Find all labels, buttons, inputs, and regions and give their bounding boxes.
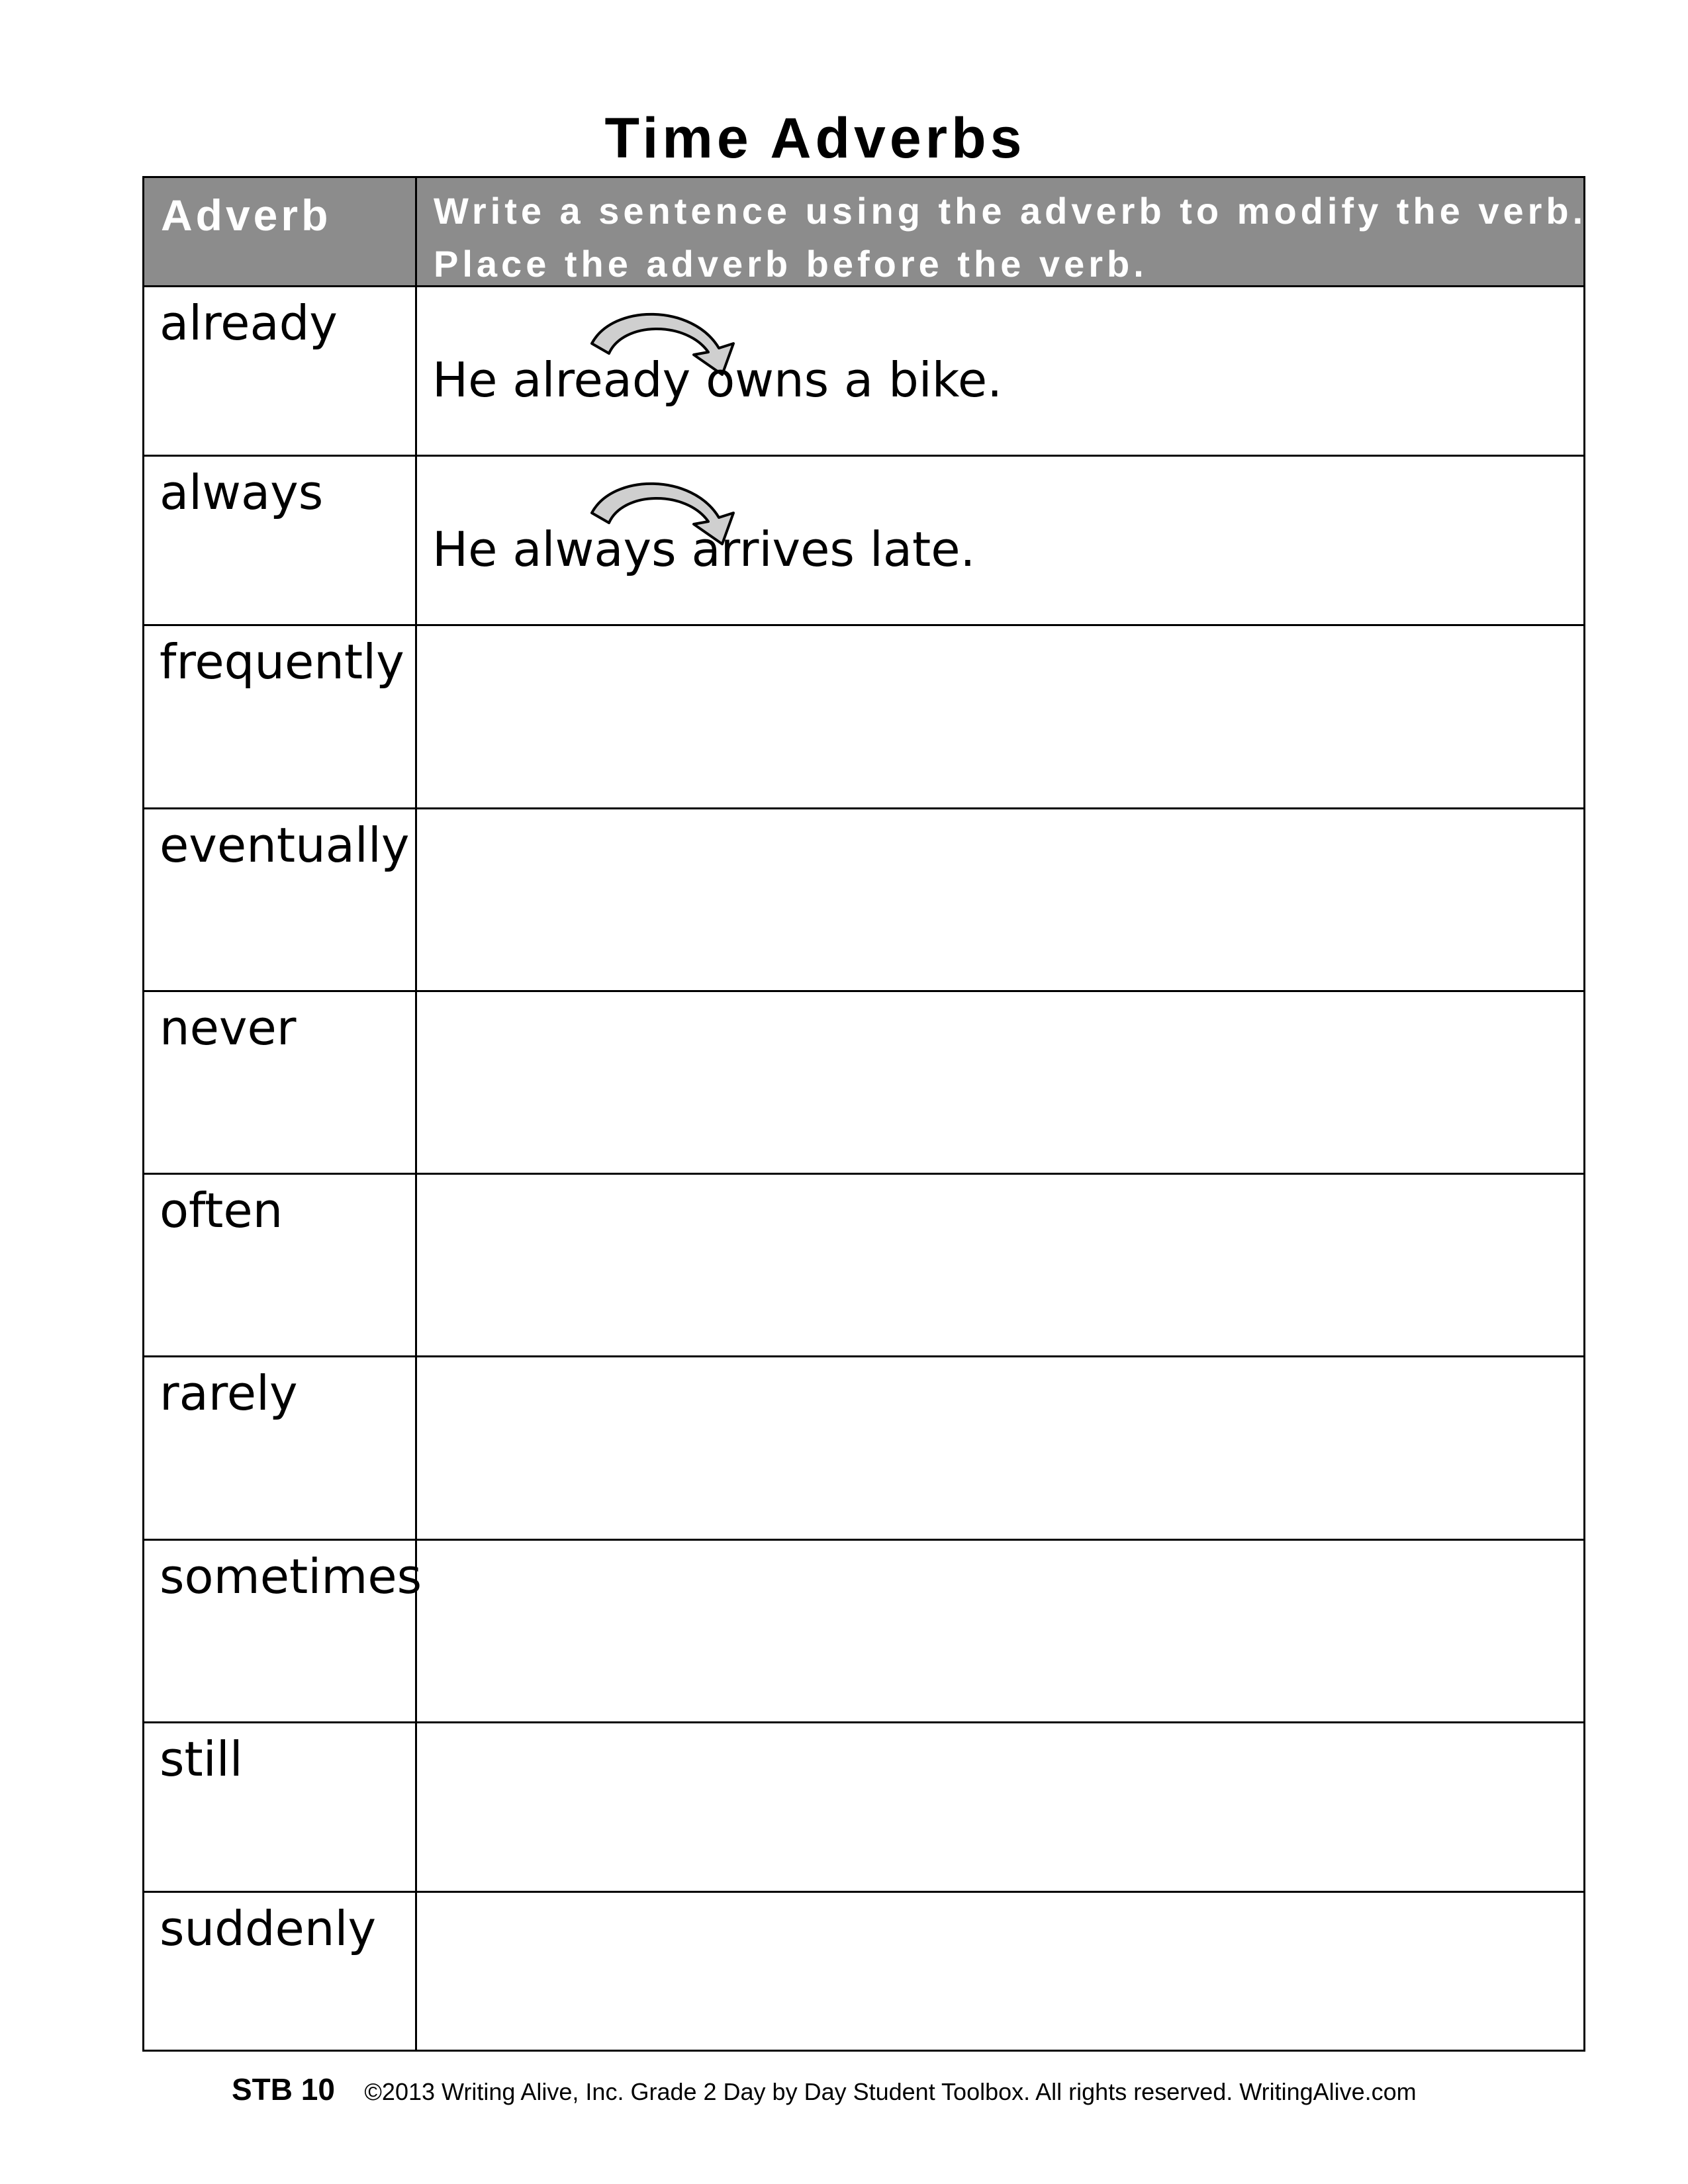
page-code: STB 10 <box>232 2072 335 2107</box>
table-row <box>144 457 1583 626</box>
header-adverb: Adverb <box>161 191 332 240</box>
page-title: Time Adverbs <box>604 107 1026 170</box>
instruction-line-1: Write a sentence using the adverb to modify the verb. <box>434 190 1587 232</box>
table-row <box>144 809 1583 992</box>
table-row <box>144 1541 1583 1723</box>
adverb-word: often <box>160 1183 283 1238</box>
copyright-notice: ©2013 Writing Alive, Inc. Grade 2 Day by Day Student Toolbox. All rights reserved. WritingAlive.com <box>364 2078 1417 2105</box>
table-row <box>144 992 1583 1175</box>
adverb-word: always <box>160 465 324 520</box>
example-sentence[interactable]: He always arrives late. <box>432 522 976 577</box>
instruction-line-2: Place the adverb before the verb. <box>434 243 1148 285</box>
adverb-word: frequently <box>160 634 404 690</box>
adverb-table <box>142 176 1585 2052</box>
adverb-word: still <box>160 1731 243 1787</box>
page-footer <box>232 2071 1417 2107</box>
adverb-word: sometimes <box>160 1549 422 1604</box>
adverb-word: eventually <box>160 817 410 873</box>
adverb-word: rarely <box>160 1365 298 1421</box>
header-instructions <box>434 185 1587 291</box>
table-row <box>144 1357 1583 1541</box>
table-header <box>144 178 1587 287</box>
adverb-word: already <box>160 295 338 351</box>
adverb-word: suddenly <box>160 1901 377 1956</box>
table-row <box>144 626 1583 809</box>
example-sentence[interactable]: He already owns a bike. <box>432 352 1003 408</box>
table-row <box>144 1175 1583 1357</box>
table-row <box>144 1893 1583 2052</box>
table-row <box>144 287 1583 457</box>
adverb-word: never <box>160 1000 297 1056</box>
table-row <box>144 1723 1583 1893</box>
